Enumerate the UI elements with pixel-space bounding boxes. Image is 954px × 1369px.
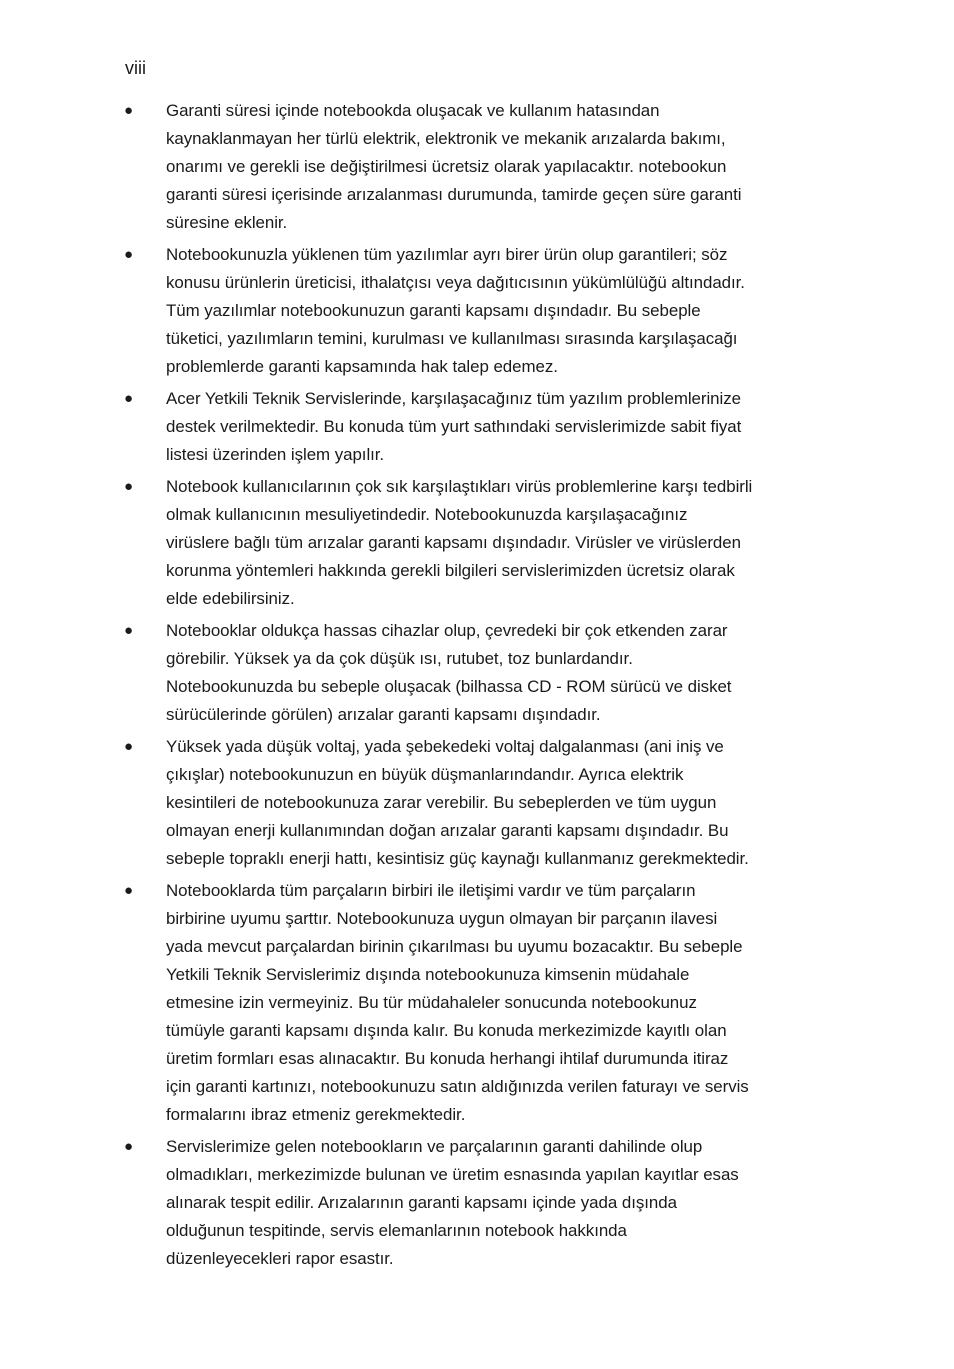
- list-item-text-line: olmadıkları, merkezimizde bulunan ve üretim esnasında yapılan kayıtlar esas: [166, 1165, 739, 1184]
- list-item-text-line: Notebooklar oldukça hassas cihazlar olup, çevredeki bir çok etkenden zarar: [166, 621, 728, 640]
- list-item-text-line: görebilir. Yüksek ya da çok düşük ısı, rutubet, toz bunlardandır.: [166, 649, 633, 668]
- list-item: [124, 617, 824, 729]
- bullet-icon: ●: [124, 1138, 134, 1155]
- list-item-text-line: Yüksek yada düşük voltaj, yada şebekedeki voltaj dalgalanması (ani iniş ve: [166, 737, 724, 756]
- list-item-text-line: çıkışlar) notebookunuzun en büyük düşmanlarındandır. Ayrıca elektrik: [166, 765, 684, 784]
- list-item-text-line: Yetkili Teknik Servislerimiz dışında notebookunuza kimsenin müdahale: [166, 965, 690, 984]
- list-item: [124, 1133, 824, 1273]
- list-item-text-line: formalarını ibraz etmeniz gerekmektedir.: [166, 1105, 466, 1124]
- list-item-text-line: problemlerde garanti kapsamında hak talep edemez.: [166, 357, 558, 376]
- list-item-text-line: üretim formları esas alınacaktır. Bu konuda herhangi ihtilaf durumunda itiraz: [166, 1049, 729, 1068]
- list-item: [124, 385, 824, 469]
- list-item-text-line: alınarak tespit edilir. Arızalarının garanti kapsamı içinde yada dışında: [166, 1193, 677, 1212]
- list-item-text-line: olduğunun tespitinde, servis elemanlarının notebook hakkında: [166, 1221, 627, 1240]
- list-item: [124, 241, 824, 381]
- list-item-text-line: olmayan enerji kullanımından doğan arızalar garanti kapsamı dışındadır. Bu: [166, 821, 729, 840]
- list-item-text-line: elde edebilirsiniz.: [166, 589, 295, 608]
- list-item-text-line: düzenleyecekleri rapor esastır.: [166, 1249, 394, 1268]
- list-item-text-line: Notebooklarda tüm parçaların birbiri ile iletişimi vardır ve tüm parçaların: [166, 881, 696, 900]
- bullet-icon: ●: [124, 882, 134, 899]
- list-item: [124, 97, 824, 237]
- list-item-text-line: Tüm yazılımlar notebookunuzun garanti kapsamı dışındadır. Bu sebeple: [166, 301, 701, 320]
- list-item-text-line: Notebook kullanıcılarının çok sık karşılaştıkları virüs problemlerine karşı tedbirli: [166, 477, 753, 496]
- list-item-text-line: sürücülerinde görülen) arızalar garanti kapsamı dışındadır.: [166, 705, 601, 724]
- bullet-icon: ●: [124, 102, 134, 119]
- bullet-icon: ●: [124, 246, 134, 263]
- list-item-text-line: onarımı ve gerekli ise değiştirilmesi ücretsiz olarak yapılacaktır. notebookun: [166, 157, 727, 176]
- list-item-text-line: tümüyle garanti kapsamı dışında kalır. Bu konuda merkezimizde kayıtlı olan: [166, 1021, 727, 1040]
- list-item: [124, 877, 824, 1129]
- list-item-text-line: korunma yöntemleri hakkında gerekli bilgileri servislerimizden ücretsiz olarak: [166, 561, 735, 580]
- list-item-text-line: birbirine uyumu şarttır. Notebookunuza uygun olmayan bir parçanın ilavesi: [166, 909, 718, 928]
- bullet-icon: ●: [124, 390, 134, 407]
- list-item-text-line: listesi üzerinden işlem yapılır.: [166, 445, 385, 464]
- list-item-text-line: Notebookunuzda bu sebeple oluşacak (bilhassa CD - ROM sürücü ve disket: [166, 677, 732, 696]
- list-item-text-line: virüslere bağlı tüm arızalar garanti kapsamı dışındadır. Virüsler ve virüslerden: [166, 533, 741, 552]
- list-item-text-line: konusu ürünlerin üreticisi, ithalatçısı veya dağıtıcısının yükümlülüğü altındadır.: [166, 273, 745, 292]
- list-item-text-line: Servislerimize gelen notebookların ve parçalarının garanti dahilinde olup: [166, 1137, 703, 1156]
- list-item-text-line: garanti süresi içerisinde arızalanması durumunda, tamirde geçen süre garanti: [166, 185, 742, 204]
- list-item-text-line: kesintileri de notebookunuza zarar verebilir. Bu sebeplerden ve tüm uygun: [166, 793, 717, 812]
- list-item: [124, 473, 824, 613]
- list-item-text-line: Garanti süresi içinde notebookda oluşacak ve kullanım hatasından: [166, 101, 660, 120]
- bullet-list: [124, 97, 824, 1277]
- list-item-text-line: yada mevcut parçalardan birinin çıkarılması bu uyumu bozacaktır. Bu sebeple: [166, 937, 743, 956]
- list-item-text-line: için garanti kartınızı, notebookunuzu satın aldığınızda verilen faturayı ve servis: [166, 1077, 749, 1096]
- bullet-icon: ●: [124, 478, 134, 495]
- list-item-text-line: destek verilmektedir. Bu konuda tüm yurt sathındaki servislerimizde sabit fiyat: [166, 417, 742, 436]
- list-item-text-line: Acer Yetkili Teknik Servislerinde, karşılaşacağınız tüm yazılım problemlerinize: [166, 389, 741, 408]
- list-item-text-line: Notebookunuzla yüklenen tüm yazılımlar ayrı birer ürün olup garantileri; söz: [166, 245, 728, 264]
- list-item: [124, 733, 824, 873]
- bullet-icon: ●: [124, 738, 134, 755]
- page-number: viii: [125, 58, 146, 78]
- list-item-text-line: tüketici, yazılımların temini, kurulması ve kullanılması sırasında karşılaşacağı: [166, 329, 738, 348]
- bullet-icon: ●: [124, 622, 134, 639]
- list-item-text-line: olmak kullanıcının mesuliyetindedir. Notebookunuzda karşılaşacağınız: [166, 505, 688, 524]
- list-item-text-line: etmesine izin vermeyiniz. Bu tür müdahaleler sonucunda notebookunuz: [166, 993, 697, 1012]
- list-item-text-line: kaynaklanmayan her türlü elektrik, elektronik ve mekanik arızalarda bakımı,: [166, 129, 726, 148]
- list-item-text-line: sebeple topraklı enerji hattı, kesintisiz güç kaynağı kullanmanız gerekmektedir.: [166, 849, 749, 868]
- list-item-text-line: süresine eklenir.: [166, 213, 288, 232]
